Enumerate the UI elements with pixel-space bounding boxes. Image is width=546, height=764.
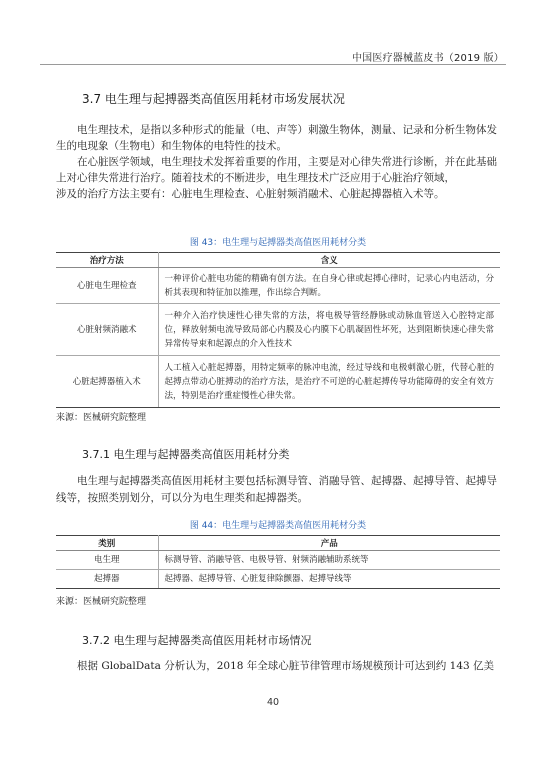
header-rule <box>40 64 506 65</box>
table44-caption: 图 44：电生理与起搏器类高值医用耗材分类 <box>189 521 367 531</box>
table43-caption: 图 43：电生理与起搏器类高值医用耗材分类 <box>189 238 367 248</box>
subsection1-paragraph: 电生理与起搏器类高值医用耗材主要包括标测导管、消融导管、起搏器、起搏导管、起搏导线等，按照类别划分，可以分为电生理类和起搏器类。 <box>56 475 497 504</box>
table44 <box>56 535 500 589</box>
cell-method: 心脏起搏器植入术 <box>56 356 158 408</box>
column-header-products: 产品 <box>158 536 500 551</box>
paragraph-methods: 涉及的治疗方法主要有：心脏电生理检查、心脏射频消融术、心脏起搏器植入术等。 <box>56 188 445 200</box>
cell-meaning: 人工植入心脏起搏器，用特定频率的脉冲电流，经过导线和电极刺激心脏，代替心脏的起搏点带动心脏搏动的治疗方法，是治疗不可逆的心脏起搏传导功能障碍的安全有效方法，特别是治疗重症慢性心律失常。 <box>158 356 500 408</box>
paragraph-application: 在心脏医学领域，电生理技术发挥着重要的作用，主要是对心律失常进行诊断，并在此基础上对心律失常进行治疗。随着技术的不断进步，电生理技术广泛应用于心脏治疗领域， <box>56 156 497 184</box>
column-header-meaning: 含义 <box>158 253 500 268</box>
table-row <box>56 570 500 589</box>
subsection-heading-classification: 3.7.1 电生理与起搏器类高值医用耗材分类 <box>82 448 290 461</box>
paragraph-definition: 电生理技术，是指以多种形式的能量（电、声等）刺激生物体，测量、记录和分析生物体发生的电现象（生物电）和生物体的电特性的技术。 <box>56 124 497 152</box>
column-header-method: 治疗方法 <box>56 253 158 268</box>
table-row <box>56 551 500 570</box>
table-header-row <box>56 253 500 268</box>
cell-meaning: 一种介入治疗快速性心律失常的方法，将电极导管经静脉或动脉血管送入心腔特定部位，释放射频电流导致局部心内膜及心内膜下心肌凝固性坏死，达到阻断快速心律失常异常传导束和起源点的介入性技术 <box>158 304 500 356</box>
running-header: 中国医疗器械蓝皮书（2019 版） <box>351 53 504 64</box>
table44-source: 来源：医械研究院整理 <box>56 597 147 607</box>
column-header-category: 类别 <box>56 536 158 551</box>
table-row <box>56 356 500 408</box>
table-header-row <box>56 536 500 551</box>
cell-meaning: 一种评价心脏电功能的精确有创方法。在自身心律或起搏心律时，记录心内电活动，分析其表现和特征加以推理，作出综合判断。 <box>158 268 500 304</box>
subsection2-paragraph: 根据 GlobalData 分析认为，2018 年全球心脏节律管理市场规模预计可达到约 143 亿美 <box>77 660 495 672</box>
page-number: 40 <box>266 697 280 708</box>
table43-source: 来源：医械研究院整理 <box>56 413 147 423</box>
table-row <box>56 268 500 304</box>
table43 <box>56 252 500 408</box>
subsection-heading-market: 3.7.2 电生理与起搏器类高值医用耗材市场情况 <box>82 634 312 647</box>
cell-method: 心脏电生理检查 <box>56 268 158 304</box>
cell-method: 心脏射频消融术 <box>56 304 158 356</box>
section-heading: 3.7 电生理与起搏器类高值医用耗材市场发展状况 <box>82 92 345 106</box>
cell-products: 起搏器、起搏导管、心脏复律除颤器、起搏导线等 <box>158 570 500 589</box>
cell-category: 起搏器 <box>56 570 158 589</box>
section-body <box>56 122 506 202</box>
cell-products: 标测导管、消融导管、电极导管、射频消融辅助系统等 <box>158 551 500 570</box>
cell-category: 电生理 <box>56 551 158 570</box>
table-row <box>56 304 500 356</box>
